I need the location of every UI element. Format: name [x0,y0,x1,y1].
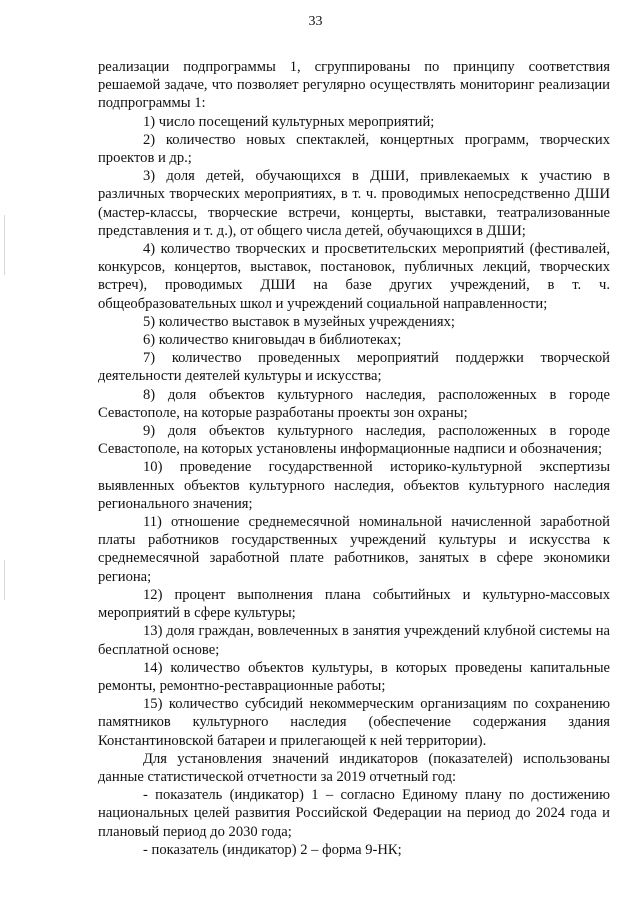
indicator-note-2: - показатель (индикатор) 2 – форма 9-НК; [143,841,402,858]
list-item-6: 6) количество книговыдач в библиотеках; [143,332,402,349]
paragraph-intro: реализации подпрограммы 1, сгруппированы по принципу соответствия решаемой задаче, что позволяет регулярно осуществлять мониторинг реализации подпрограммы 1: [98,59,610,112]
list-item-7: 7) количество проведенных мероприятий поддержки творческой деятельности деятелей культуры и искусства; [98,350,610,385]
document-body [98,58,610,859]
list-item-15: 15) количество субсидий некоммерческим организациям по сохранению памятников культурного наследия (обеспечение содержания здания Константиновской батареи и прилегающей к ней территории). [98,696,610,749]
list-item-1: 1) число посещений культурных мероприятий; [143,113,435,130]
page-number: 33 [308,14,323,29]
list-item-11: 11) отношение среднемесячной номинальной начисленной заработной платы работников государственных учреждений культуры и искусства к среднемесячной заработной плате работников, занятых в сфере экономики региона; [98,514,610,585]
list-item-8: 8) доля объектов культурного наследия, расположенных в городе Севастополе, на которые разработаны проекты зон охраны; [98,386,610,421]
scan-edge-mark [4,215,5,275]
list-item-13: 13) доля граждан, вовлеченных в занятия учреждений клубной системы на бесплатной основе; [98,623,610,658]
list-item-9: 9) доля объектов культурного наследия, расположенных в городе Севастополе, на которых установлены информационные надписи и обозначения; [98,423,610,458]
list-item-10: 10) проведение государственной историко-культурной экспертизы выявленных объектов культурного наследия, объектов культурного наследия регионального значения; [98,459,610,512]
scan-edge-mark [4,560,5,600]
indicator-note-1: - показатель (индикатор) 1 – согласно Единому плану по достижению национальных целей развития Российской Федерации на период до 2024 года и плановый период до 2030 года; [98,787,610,840]
list-item-5: 5) количество выставок в музейных учреждениях; [143,313,455,330]
list-item-4: 4) количество творческих и просветительских мероприятий (фестивалей, конкурсов, концертов, выставок, постановок, публичных лекций, творческих встреч), проводимых ДШИ на базе других учреждений, в т. ч. общеобразовательных школ и учреждений социальной направленности; [98,241,610,312]
list-item-12: 12) процент выполнения плана событийных и культурно-массовых мероприятий в сфере культуры; [98,586,610,622]
list-item-3: 3) доля детей, обучающихся в ДШИ, привлекаемых к участию в различных творческих мероприятиях, в т. ч. проводимых непосредственно ДШИ (мастер-классы, творческие встречи, концерты, выставки, театрализованные представления и т. д.), от общего числа детей, обучающихся в ДШИ; [98,168,610,239]
paragraph-indicators-intro: Для установления значений индикаторов (показателей) использованы данные статистической отчетности за 2019 отчетный год: [98,750,610,785]
list-item-2: 2) количество новых спектаклей, концертных программ, творческих проектов и др.; [98,131,610,167]
list-item-14: 14) количество объектов культуры, в которых проведены капитальные ремонты, ремонтно-реставрационные работы; [98,659,610,694]
